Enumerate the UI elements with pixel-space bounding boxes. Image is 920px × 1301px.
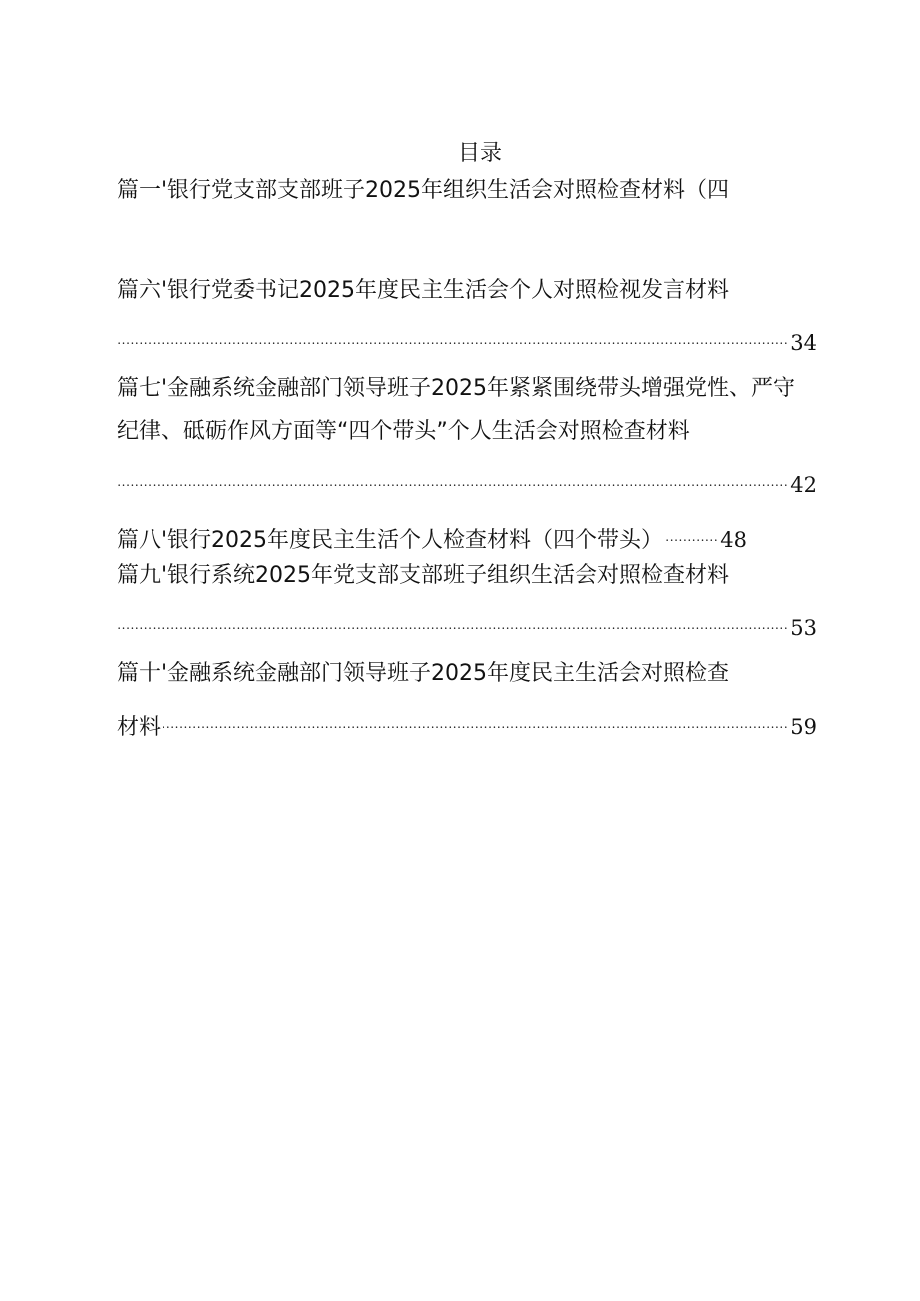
toc-entry-6-page: 59: [790, 715, 817, 739]
toc-entry-5-page: 53: [790, 616, 817, 640]
toc-entry-2-line[interactable]: 篇六'银行党委书记2025年度民主生活会个人对照检视发言材料: [117, 278, 730, 303]
dot-leader: [117, 460, 788, 492]
toc-entry-5-leader[interactable]: [117, 603, 817, 640]
toc-entry-4-page: 48: [720, 528, 747, 552]
dot-leader: [117, 603, 788, 635]
dot-leader: [117, 318, 788, 350]
toc-entry-6-line-2: 材料: [117, 715, 162, 740]
toc-entry-2-page: 34: [790, 331, 817, 355]
dot-leader: [665, 515, 718, 547]
toc-entry-3-leader[interactable]: [117, 460, 817, 497]
toc-entry-5-line[interactable]: 篇九'银行系统2025年党支部支部班子组织生活会对照检查材料: [117, 563, 730, 588]
toc-entry-3-line-2[interactable]: 纪律、砥砺作风方面等“四个带头”个人生活会对照检查材料: [117, 419, 690, 444]
toc-entry-6-line-1[interactable]: 篇十'金融系统金融部门领导班子2025年度民主生活会对照检查: [117, 661, 730, 686]
toc-entry-4-line: 篇八'银行2025年度民主生活个人检查材料（四个带头）: [117, 528, 664, 553]
toc-entry-1-line[interactable]: 篇一'银行党支部支部班子2025年组织生活会对照检查材料（四: [117, 178, 730, 203]
toc-entry-4[interactable]: [117, 515, 747, 553]
toc-title: 目录: [457, 141, 502, 166]
toc-entry-3-page: 42: [790, 473, 817, 497]
toc-entry-2-leader[interactable]: [117, 318, 817, 355]
toc-entry-6-leader[interactable]: [117, 702, 817, 740]
toc-entry-3-line-1[interactable]: 篇七'金融系统金融部门领导班子2025年紧紧围绕带头增强党性、严守: [117, 376, 796, 401]
dot-leader: [163, 702, 788, 734]
